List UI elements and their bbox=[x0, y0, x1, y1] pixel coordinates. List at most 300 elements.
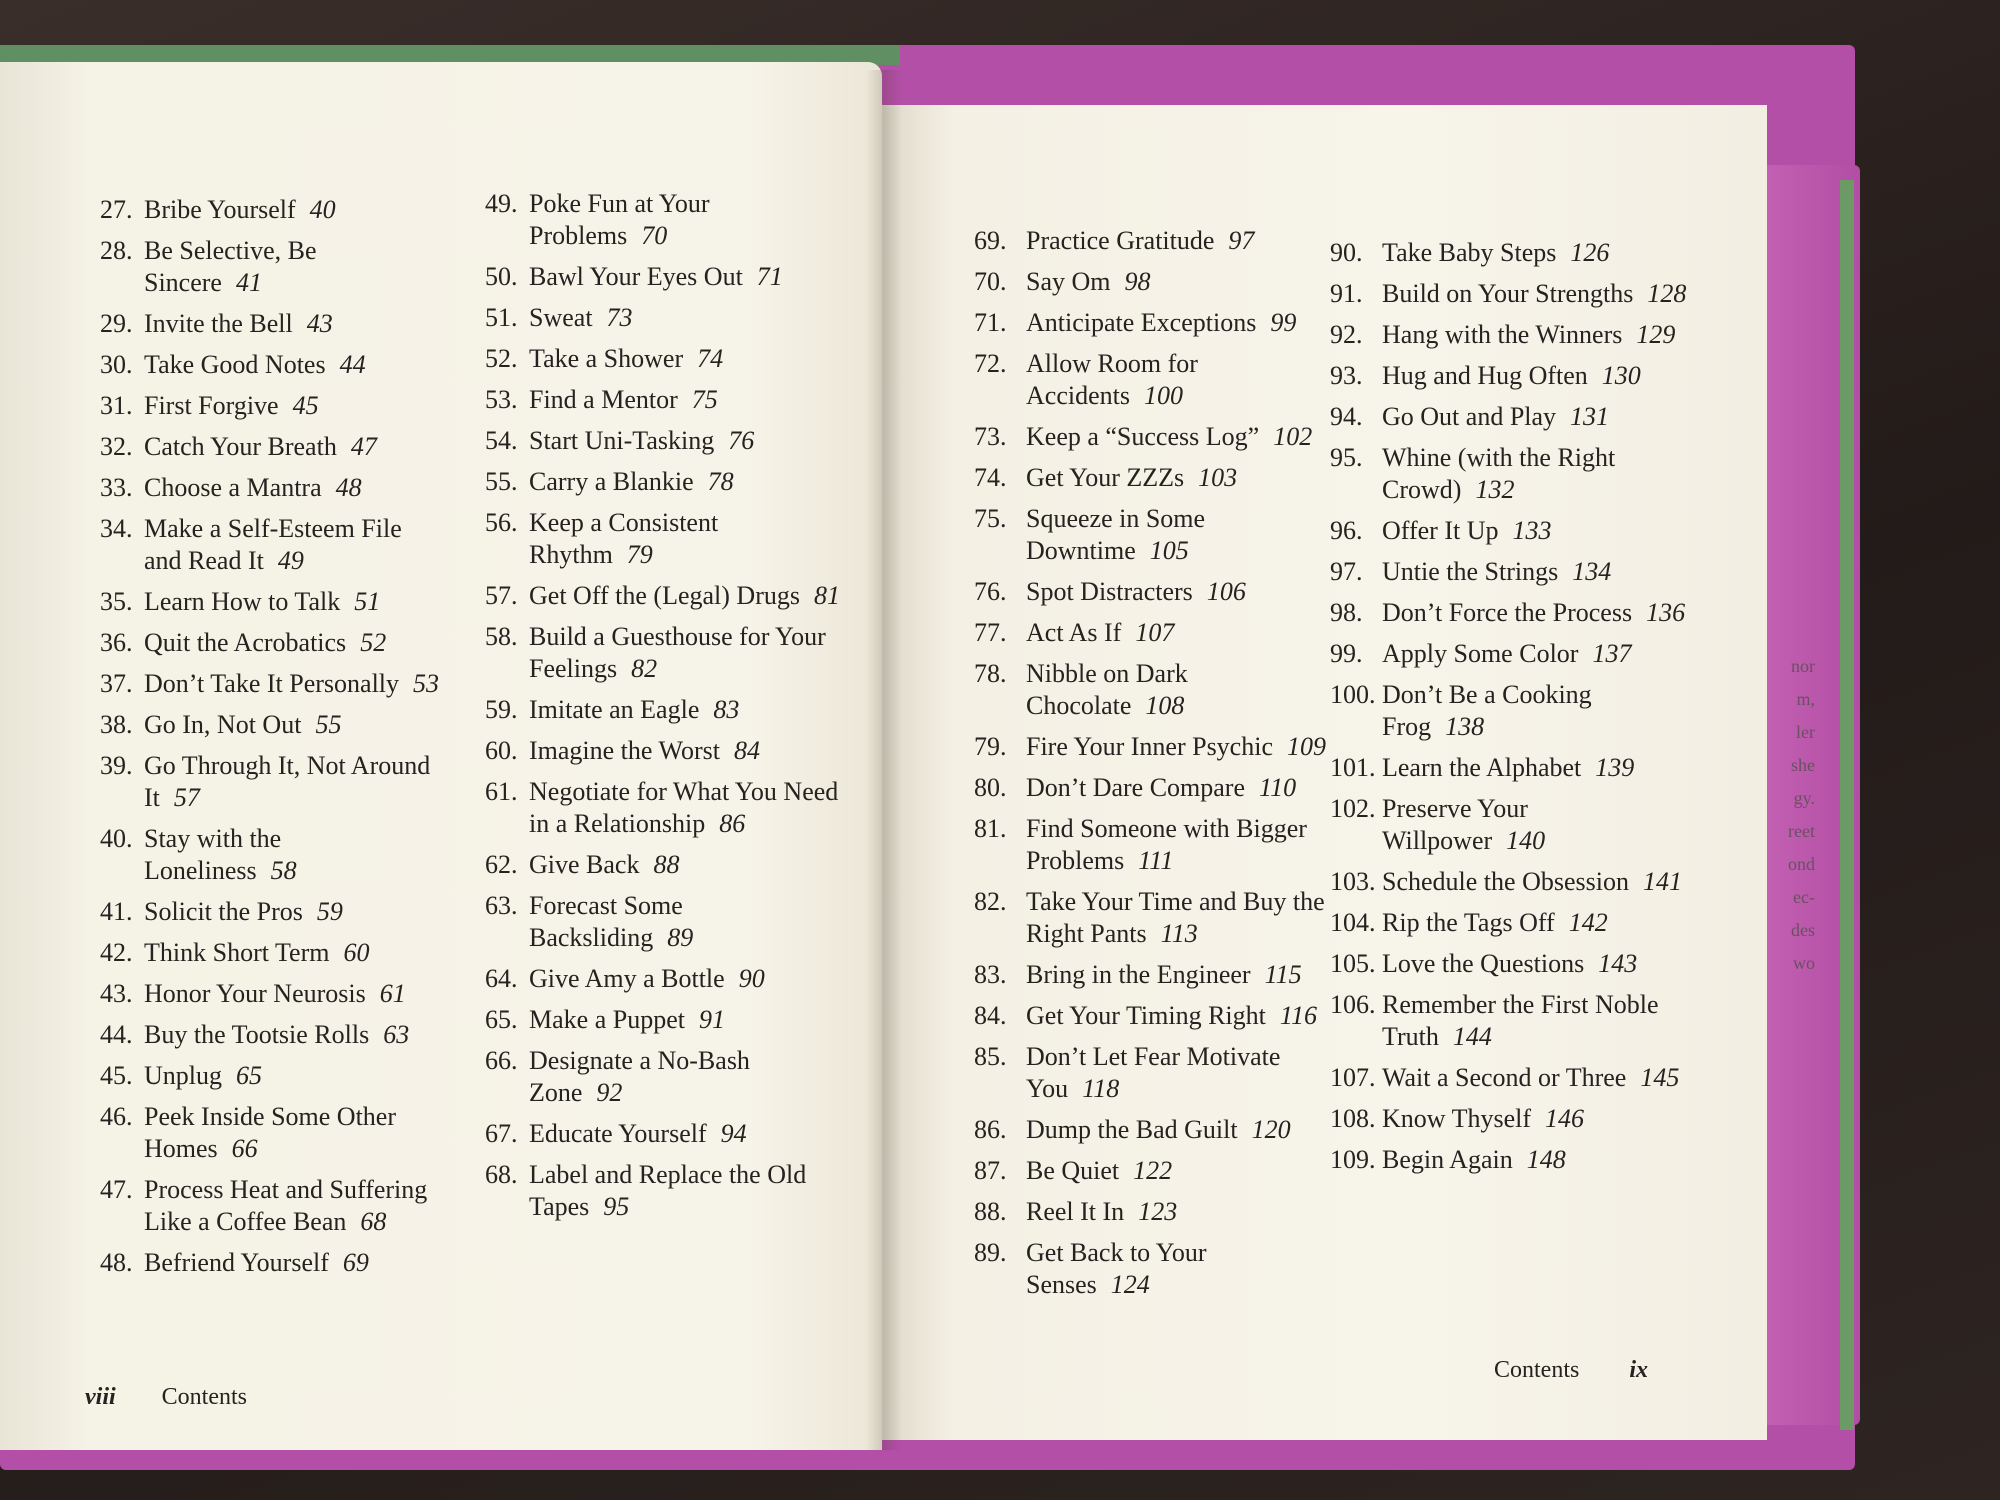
entry-page-number: 99 bbox=[1270, 308, 1297, 337]
toc-entry bbox=[100, 472, 440, 504]
fragment: wo bbox=[1793, 953, 1815, 973]
entry-page-number: 51 bbox=[354, 587, 381, 616]
entry-page-number: 81 bbox=[813, 581, 840, 610]
entry-page-number: 100 bbox=[1143, 381, 1183, 410]
fragment: she bbox=[1791, 755, 1815, 775]
entry-title: Keep a Consistent Rhythm bbox=[529, 508, 719, 569]
toc-entry bbox=[1330, 948, 1690, 980]
entry-page-number: 131 bbox=[1570, 402, 1610, 431]
toc-entry bbox=[1330, 752, 1690, 784]
entry-number: 48. bbox=[100, 1248, 133, 1277]
entry-number: 109. bbox=[1330, 1145, 1376, 1174]
entry-number: 85. bbox=[974, 1042, 1007, 1071]
entry-page-number: 113 bbox=[1160, 919, 1198, 948]
toc-entry bbox=[100, 586, 440, 618]
entry-number: 97. bbox=[1330, 557, 1363, 586]
toc-entry bbox=[974, 1237, 1334, 1301]
entry-number: 66. bbox=[485, 1046, 518, 1075]
entry-title: Know Thyself bbox=[1382, 1104, 1532, 1133]
entry-page-number: 134 bbox=[1572, 557, 1612, 586]
toc-entry bbox=[974, 307, 1334, 339]
entry-page-number: 82 bbox=[631, 654, 658, 683]
toc-entry bbox=[485, 735, 845, 767]
running-footer-title: Contents bbox=[1494, 1357, 1580, 1383]
toc-entry bbox=[485, 890, 845, 954]
entry-number: 101. bbox=[1330, 753, 1376, 782]
entry-title: Choose a Mantra bbox=[144, 473, 322, 502]
fragment: des bbox=[1791, 920, 1815, 940]
entry-page-number: 75 bbox=[691, 385, 718, 414]
entry-number: 73. bbox=[974, 422, 1007, 451]
entry-title: Go Through It, Not Around It bbox=[144, 751, 431, 812]
entry-number: 103. bbox=[1330, 867, 1376, 896]
entry-page-number: 133 bbox=[1512, 516, 1552, 545]
entry-title: Think Short Term bbox=[144, 938, 330, 967]
toc-entry bbox=[1330, 319, 1690, 351]
toc-entry bbox=[974, 1041, 1334, 1105]
toc-entry bbox=[1330, 556, 1690, 588]
toc-entry bbox=[974, 266, 1334, 298]
entry-title: Whine (with the Right Crowd) bbox=[1382, 443, 1616, 504]
entry-title: Find a Mentor bbox=[529, 385, 678, 414]
book-gutter bbox=[866, 70, 902, 1450]
toc-entry bbox=[974, 1114, 1334, 1146]
entry-number: 98. bbox=[1330, 598, 1363, 627]
entry-number: 99. bbox=[1330, 639, 1363, 668]
entry-title: Process Heat and Suffering Like a Coffee Bean bbox=[144, 1175, 428, 1236]
entry-number: 96. bbox=[1330, 516, 1363, 545]
entry-number: 78. bbox=[974, 659, 1007, 688]
toc-entry bbox=[100, 235, 440, 299]
entry-number: 86. bbox=[974, 1115, 1007, 1144]
entry-page-number: 61 bbox=[379, 979, 406, 1008]
toc-entry bbox=[100, 978, 440, 1010]
entry-number: 93. bbox=[1330, 361, 1363, 390]
toc-entry bbox=[485, 580, 845, 612]
entry-page-number: 126 bbox=[1570, 238, 1610, 267]
entry-number: 92. bbox=[1330, 320, 1363, 349]
toc-entry bbox=[974, 959, 1334, 991]
entry-number: 54. bbox=[485, 426, 518, 455]
entry-title: Give Back bbox=[529, 850, 640, 879]
entry-title: Take Good Notes bbox=[144, 350, 326, 379]
entry-page-number: 142 bbox=[1568, 908, 1608, 937]
toc-entry bbox=[1330, 515, 1690, 547]
toc-entry bbox=[485, 384, 845, 416]
entry-title: Befriend Yourself bbox=[144, 1248, 329, 1277]
entry-page-number: 95 bbox=[603, 1192, 630, 1221]
entry-number: 102. bbox=[1330, 794, 1376, 823]
entry-title: Find Someone with Bigger Problems bbox=[1026, 814, 1307, 875]
entry-page-number: 97 bbox=[1228, 226, 1255, 255]
entry-page-number: 132 bbox=[1475, 475, 1515, 504]
entry-page-number: 98 bbox=[1124, 267, 1151, 296]
entry-title: Get Your Timing Right bbox=[1026, 1001, 1266, 1030]
entry-title: Hug and Hug Often bbox=[1382, 361, 1588, 390]
entry-number: 80. bbox=[974, 773, 1007, 802]
entry-title: Spot Distracters bbox=[1026, 577, 1193, 606]
entry-title: Reel It In bbox=[1026, 1197, 1125, 1226]
entry-number: 83. bbox=[974, 960, 1007, 989]
entry-page-number: 73 bbox=[606, 303, 633, 332]
fragment: ond bbox=[1788, 854, 1815, 874]
entry-page-number: 57 bbox=[173, 783, 200, 812]
entry-page-number: 41 bbox=[235, 268, 262, 297]
entry-number: 65. bbox=[485, 1005, 518, 1034]
entry-number: 42. bbox=[100, 938, 133, 967]
entry-number: 51. bbox=[485, 303, 518, 332]
entry-number: 70. bbox=[974, 267, 1007, 296]
entry-title: Schedule the Obsession bbox=[1382, 867, 1629, 896]
entry-number: 38. bbox=[100, 710, 133, 739]
toc-entry bbox=[1330, 360, 1690, 392]
toc-entry bbox=[100, 750, 440, 814]
toc-entry bbox=[974, 462, 1334, 494]
toc-entry bbox=[485, 188, 845, 252]
entry-page-number: 136 bbox=[1646, 598, 1686, 627]
entry-page-number: 109 bbox=[1287, 732, 1326, 761]
entry-page-number: 148 bbox=[1526, 1145, 1566, 1174]
entry-page-number: 79 bbox=[626, 540, 653, 569]
entry-page-number: 65 bbox=[236, 1061, 262, 1090]
toc-entry bbox=[1330, 1062, 1690, 1094]
fragment: reet bbox=[1788, 821, 1815, 841]
entry-title: Make a Self-Esteem File and Read It bbox=[144, 514, 402, 575]
entry-number: 74. bbox=[974, 463, 1007, 492]
entry-page-number: 45 bbox=[292, 391, 319, 420]
entry-number: 52. bbox=[485, 344, 518, 373]
entry-number: 94. bbox=[1330, 402, 1363, 431]
entry-title: Poke Fun at Your Problems bbox=[529, 189, 710, 250]
entry-title: Untie the Strings bbox=[1382, 557, 1559, 586]
entry-title: Build on Your Strengths bbox=[1382, 279, 1634, 308]
entry-title: Allow Room for Accidents bbox=[1026, 349, 1198, 410]
entry-page-number: 44 bbox=[339, 350, 366, 379]
entry-page-number: 105 bbox=[1149, 536, 1189, 565]
toc-column-1 bbox=[100, 194, 440, 1288]
entry-title: Don’t Force the Process bbox=[1382, 598, 1633, 627]
toc-entry bbox=[100, 823, 440, 887]
toc-entry bbox=[100, 390, 440, 422]
entry-number: 81. bbox=[974, 814, 1007, 843]
entry-title: Imitate an Eagle bbox=[529, 695, 700, 724]
entry-title: Anticipate Exceptions bbox=[1026, 308, 1257, 337]
toc-entry bbox=[485, 963, 845, 995]
entry-page-number: 129 bbox=[1636, 320, 1676, 349]
entry-page-number: 88 bbox=[653, 850, 680, 879]
toc-entry bbox=[100, 308, 440, 340]
entry-page-number: 110 bbox=[1259, 773, 1297, 802]
toc-entry bbox=[974, 225, 1334, 257]
entry-title: Wait a Second or Three bbox=[1382, 1063, 1627, 1092]
entry-title: Solicit the Pros bbox=[144, 897, 303, 926]
fragment: ec- bbox=[1793, 887, 1815, 907]
entry-title: Dump the Bad Guilt bbox=[1026, 1115, 1238, 1144]
entry-page-number: 108 bbox=[1145, 691, 1185, 720]
toc-entry bbox=[1330, 442, 1690, 506]
entry-page-number: 138 bbox=[1445, 712, 1485, 741]
entry-title: Get Back to Your Senses bbox=[1026, 1238, 1207, 1299]
entry-number: 108. bbox=[1330, 1104, 1376, 1133]
entry-title: Keep a “Success Log” bbox=[1026, 422, 1260, 451]
entry-page-number: 47 bbox=[350, 432, 377, 461]
toc-entry bbox=[1330, 907, 1690, 939]
toc-entry bbox=[974, 886, 1334, 950]
entry-number: 50. bbox=[485, 262, 518, 291]
entry-title: Nibble on Dark Chocolate bbox=[1026, 659, 1188, 720]
entry-number: 71. bbox=[974, 308, 1007, 337]
entry-page-number: 106 bbox=[1206, 577, 1246, 606]
entry-number: 67. bbox=[485, 1119, 518, 1148]
toc-entry bbox=[1330, 793, 1690, 857]
entry-title: Take Baby Steps bbox=[1382, 238, 1557, 267]
entry-number: 34. bbox=[100, 514, 133, 543]
entry-title: Give Amy a Bottle bbox=[529, 964, 725, 993]
toc-entry bbox=[100, 1019, 440, 1051]
entry-number: 60. bbox=[485, 736, 518, 765]
entry-number: 46. bbox=[100, 1102, 133, 1131]
entry-title: Take a Shower bbox=[529, 344, 684, 373]
toc-entry bbox=[100, 937, 440, 969]
toc-entry bbox=[485, 261, 845, 293]
right-page-footer bbox=[1494, 1357, 1648, 1384]
entry-number: 36. bbox=[100, 628, 133, 657]
entry-title: Squeeze in Some Downtime bbox=[1026, 504, 1206, 565]
entry-page-number: 63 bbox=[383, 1020, 410, 1049]
entry-number: 32. bbox=[100, 432, 133, 461]
entry-title: First Forgive bbox=[144, 391, 279, 420]
entry-number: 28. bbox=[100, 236, 133, 265]
entry-page-number: 103 bbox=[1198, 463, 1238, 492]
toc-entry bbox=[974, 421, 1334, 453]
entry-page-number: 89 bbox=[667, 923, 694, 952]
toc-entry bbox=[974, 1196, 1334, 1228]
entry-page-number: 130 bbox=[1601, 361, 1641, 390]
page-number: viii bbox=[85, 1384, 116, 1410]
entry-title: Make a Puppet bbox=[529, 1005, 685, 1034]
entry-page-number: 118 bbox=[1082, 1074, 1120, 1103]
entry-number: 63. bbox=[485, 891, 518, 920]
next-page-text-fragments bbox=[1765, 650, 1815, 1010]
toc-entry bbox=[485, 694, 845, 726]
toc-entry bbox=[974, 348, 1334, 412]
entry-page-number: 53 bbox=[413, 669, 440, 698]
right-page bbox=[882, 105, 1767, 1440]
entry-page-number: 144 bbox=[1452, 1022, 1492, 1051]
entry-title: Learn the Alphabet bbox=[1382, 753, 1582, 782]
entry-page-number: 140 bbox=[1506, 826, 1546, 855]
entry-number: 91. bbox=[1330, 279, 1363, 308]
left-page bbox=[0, 62, 882, 1450]
toc-entry bbox=[100, 1174, 440, 1238]
entry-title: Rip the Tags Off bbox=[1382, 908, 1555, 937]
fragment: gy. bbox=[1793, 788, 1815, 808]
entry-title: Stay with the Loneliness bbox=[144, 824, 282, 885]
toc-entry bbox=[1330, 989, 1690, 1053]
toc-entry bbox=[1330, 278, 1690, 310]
entry-number: 41. bbox=[100, 897, 133, 926]
entry-title: Forecast Some Backsliding bbox=[529, 891, 683, 952]
entry-number: 87. bbox=[974, 1156, 1007, 1185]
entry-page-number: 143 bbox=[1598, 949, 1638, 978]
entry-number: 49. bbox=[485, 189, 518, 218]
page-number: ix bbox=[1629, 1357, 1649, 1383]
entry-title: Get Off the (Legal) Drugs bbox=[529, 581, 800, 610]
entry-number: 68. bbox=[485, 1160, 518, 1189]
toc-entry bbox=[485, 466, 845, 498]
entry-title: Unplug bbox=[144, 1061, 222, 1090]
entry-number: 69. bbox=[974, 226, 1007, 255]
entry-number: 62. bbox=[485, 850, 518, 879]
entry-page-number: 66 bbox=[231, 1134, 258, 1163]
toc-entry bbox=[1330, 1103, 1690, 1135]
toc-column-4 bbox=[1330, 237, 1690, 1185]
entry-title: Designate a No-Bash Zone bbox=[529, 1046, 750, 1107]
toc-entry bbox=[100, 513, 440, 577]
entry-page-number: 102 bbox=[1273, 422, 1313, 451]
entry-page-number: 116 bbox=[1279, 1001, 1317, 1030]
entry-page-number: 69 bbox=[342, 1248, 369, 1277]
entry-page-number: 58 bbox=[270, 856, 297, 885]
entry-page-number: 60 bbox=[343, 938, 370, 967]
entry-title: Go In, Not Out bbox=[144, 710, 302, 739]
entry-number: 53. bbox=[485, 385, 518, 414]
entry-title: Buy the Tootsie Rolls bbox=[144, 1020, 370, 1049]
entry-number: 75. bbox=[974, 504, 1007, 533]
running-footer-title: Contents bbox=[161, 1384, 247, 1410]
entry-number: 31. bbox=[100, 391, 133, 420]
toc-entry bbox=[1330, 597, 1690, 629]
toc-entry bbox=[1330, 638, 1690, 670]
entry-page-number: 145 bbox=[1640, 1063, 1680, 1092]
entry-number: 55. bbox=[485, 467, 518, 496]
entry-number: 58. bbox=[485, 622, 518, 651]
entry-title: Preserve Your Willpower bbox=[1382, 794, 1528, 855]
entry-number: 37. bbox=[100, 669, 133, 698]
entry-page-number: 74 bbox=[697, 344, 724, 373]
entry-title: Bribe Yourself bbox=[144, 195, 296, 224]
entry-title: Practice Gratitude bbox=[1026, 226, 1215, 255]
entry-number: 44. bbox=[100, 1020, 133, 1049]
entry-page-number: 52 bbox=[360, 628, 387, 657]
fragment: ler bbox=[1796, 722, 1815, 742]
entry-title: Be Quiet bbox=[1026, 1156, 1120, 1185]
entry-number: 45. bbox=[100, 1061, 133, 1090]
entry-title: Offer It Up bbox=[1382, 516, 1499, 545]
entry-page-number: 70 bbox=[641, 221, 668, 250]
toc-entry bbox=[485, 849, 845, 881]
toc-entry bbox=[100, 1247, 440, 1279]
entry-number: 64. bbox=[485, 964, 518, 993]
entry-page-number: 137 bbox=[1592, 639, 1632, 668]
entry-title: Bring in the Engineer bbox=[1026, 960, 1251, 989]
entry-page-number: 141 bbox=[1642, 867, 1682, 896]
entry-page-number: 91 bbox=[698, 1005, 725, 1034]
entry-title: Bawl Your Eyes Out bbox=[529, 262, 743, 291]
toc-entry bbox=[485, 507, 845, 571]
entry-page-number: 76 bbox=[728, 426, 755, 455]
entry-title: Act As If bbox=[1026, 618, 1122, 647]
toc-entry bbox=[974, 813, 1334, 877]
entry-page-number: 111 bbox=[1138, 846, 1174, 875]
toc-entry bbox=[974, 1000, 1334, 1032]
entry-page-number: 68 bbox=[360, 1207, 387, 1236]
entry-number: 72. bbox=[974, 349, 1007, 378]
entry-number: 33. bbox=[100, 473, 133, 502]
entry-number: 27. bbox=[100, 195, 133, 224]
entry-number: 76. bbox=[974, 577, 1007, 606]
entry-title: Start Uni-Tasking bbox=[529, 426, 715, 455]
toc-entry bbox=[100, 627, 440, 659]
entry-page-number: 92 bbox=[596, 1078, 623, 1107]
left-page-footer bbox=[85, 1384, 247, 1411]
toc-entry bbox=[100, 896, 440, 928]
entry-title: Don’t Be a Cooking Frog bbox=[1382, 680, 1592, 741]
entry-page-number: 94 bbox=[720, 1119, 747, 1148]
toc-entry bbox=[485, 1004, 845, 1036]
entry-page-number: 107 bbox=[1135, 618, 1175, 647]
entry-title: Negotiate for What You Need in a Relationship bbox=[529, 777, 839, 838]
entry-number: 59. bbox=[485, 695, 518, 724]
toc-entry bbox=[974, 658, 1334, 722]
entry-number: 56. bbox=[485, 508, 518, 537]
entry-number: 88. bbox=[974, 1197, 1007, 1226]
entry-title: Educate Yourself bbox=[529, 1119, 707, 1148]
entry-title: Build a Guesthouse for Your Feelings bbox=[529, 622, 826, 683]
entry-page-number: 48 bbox=[335, 473, 362, 502]
entry-page-number: 71 bbox=[756, 262, 783, 291]
entry-number: 105. bbox=[1330, 949, 1376, 978]
entry-title: Don’t Dare Compare bbox=[1026, 773, 1246, 802]
entry-title: Carry a Blankie bbox=[529, 467, 694, 496]
entry-title: Learn How to Talk bbox=[144, 587, 341, 616]
entry-title: Label and Replace the Old Tapes bbox=[529, 1160, 807, 1221]
entry-title: Remember the First Noble Truth bbox=[1382, 990, 1659, 1051]
toc-entry bbox=[485, 1118, 845, 1150]
entry-page-number: 43 bbox=[306, 309, 333, 338]
entry-number: 77. bbox=[974, 618, 1007, 647]
entry-page-number: 115 bbox=[1264, 960, 1302, 989]
toc-entry bbox=[974, 576, 1334, 608]
entry-page-number: 59 bbox=[316, 897, 343, 926]
toc-entry bbox=[100, 431, 440, 463]
entry-title: Love the Questions bbox=[1382, 949, 1585, 978]
entry-number: 107. bbox=[1330, 1063, 1376, 1092]
entry-number: 29. bbox=[100, 309, 133, 338]
entry-title: Go Out and Play bbox=[1382, 402, 1557, 431]
toc-entry bbox=[485, 621, 845, 685]
toc-entry bbox=[1330, 401, 1690, 433]
toc-entry bbox=[974, 772, 1334, 804]
entry-number: 57. bbox=[485, 581, 518, 610]
entry-title: Invite the Bell bbox=[144, 309, 293, 338]
toc-entry bbox=[485, 776, 845, 840]
toc-entry bbox=[100, 1060, 440, 1092]
entry-number: 40. bbox=[100, 824, 133, 853]
entry-title: Fire Your Inner Psychic bbox=[1026, 732, 1273, 761]
toc-entry bbox=[1330, 237, 1690, 269]
entry-number: 95. bbox=[1330, 443, 1363, 472]
entry-number: 61. bbox=[485, 777, 518, 806]
toc-entry bbox=[974, 731, 1334, 763]
entry-title: Peek Inside Some Other Homes bbox=[144, 1102, 397, 1163]
toc-entry bbox=[1330, 1144, 1690, 1176]
toc-entry bbox=[485, 302, 845, 334]
entry-page-number: 86 bbox=[719, 809, 746, 838]
toc-entry bbox=[100, 668, 440, 700]
entry-title: Sweat bbox=[529, 303, 593, 332]
toc-entry bbox=[1330, 679, 1690, 743]
